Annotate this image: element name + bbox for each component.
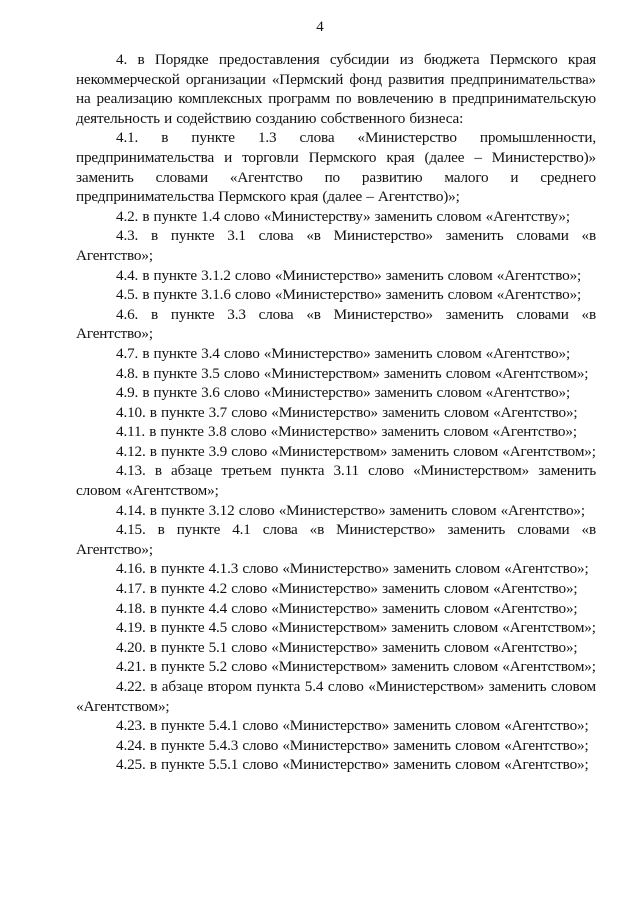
paragraph-item-4-13: 4.13. в абзаце третьем пункта 3.11 слово «Министерством» заменить словом «Агентством»; (76, 462, 596, 500)
paragraph-item-4-3: 4.3. в пункте 3.1 слова «в Министерство» заменить словами «в Агентство»; (76, 227, 596, 264)
paragraph-item-4-16: 4.16. в пункте 4.1.3 слово «Министерство» заменить словом «Агентство»; (116, 560, 589, 578)
paragraph-item-4-9: 4.9. в пункте 3.6 слово «Министерство» заменить словом «Агентство»; (116, 384, 571, 402)
paragraph-item-4-23: 4.23. в пункте 5.4.1 слово «Министерство» заменить словом «Агентство»; (116, 717, 589, 735)
paragraph-item-4-8: 4.8. в пункте 3.5 слово «Министерством» заменить словом «Агентством»; (116, 364, 589, 382)
page-number: 4 (316, 19, 324, 35)
paragraph-item-4-22: 4.22. в абзаце втором пункта 5.4 слово «Министерством» заменить словом «Агентством»; (76, 678, 596, 715)
paragraph-item-4-21: 4.21. в пункте 5.2 слово «Министерством» заменить словом «Агентством»; (116, 658, 596, 676)
paragraph-item-4-12: 4.12. в пункте 3.9 слово «Министерством» заменить словом «Агентством»; (116, 442, 596, 460)
paragraph-item-4-10: 4.10. в пункте 3.7 слово «Министерство» заменить словом «Агентство»; (116, 403, 578, 421)
paragraph-item-4-5: 4.5. в пункте 3.1.6 слово «Министерство» заменить словом «Агентство»; (116, 286, 582, 304)
paragraph-item-4-20: 4.20. в пункте 5.1 слово «Министерство» заменить словом «Агентство»; (116, 638, 578, 656)
paragraph-item-4-7: 4.7. в пункте 3.4 слово «Министерство» заменить словом «Агентство»; (116, 344, 571, 362)
paragraph-item-4-2: 4.2. в пункте 1.4 слово «Министерству» заменить словом «Агентству»; (116, 207, 570, 225)
paragraph-item-4-1: 4.1. в пункте 1.3 слова «Министерство промышленности, предпринимательства и торговли Пермского края (далее – Министерство)» заменить словами «Агентство по развитию малого и среднего предпринимательства Пермского края (далее – Агентство)»; (76, 129, 596, 206)
document-body (76, 50, 596, 775)
paragraph-item-4-6: 4.6. в пункте 3.3 слова «в Министерство» заменить словами «в Агентство»; (76, 305, 596, 343)
paragraph-item-4-24: 4.24. в пункте 5.4.3 слово «Министерство» заменить словом «Агентство»; (116, 736, 589, 754)
paragraph-item-4: 4. в Порядке предоставления субсидии из бюджета Пермского края некоммерческой организации «Пермский фонд развития предпринимательства» на реализацию комплексных программ по вовлечению в предпринимательскую деятельность и содействию созданию собственного бизнеса: (76, 51, 596, 127)
paragraph-item-4-15: 4.15. в пункте 4.1 слова «в Министерство» заменить словами «в Агентство»; (76, 521, 596, 558)
paragraph-item-4-17: 4.17. в пункте 4.2 слово «Министерство» заменить словом «Агентство»; (116, 580, 578, 598)
paragraph-item-4-11: 4.11. в пункте 3.8 слово «Министерство» заменить словом «Агентство»; (116, 423, 577, 441)
paragraph-item-4-19: 4.19. в пункте 4.5 слово «Министерством» заменить словом «Агентством»; (116, 619, 596, 637)
paragraph-item-4-4: 4.4. в пункте 3.1.2 слово «Министерство» заменить словом «Агентство»; (116, 266, 582, 284)
paragraph-item-4-14: 4.14. в пункте 3.12 слово «Министерство» заменить словом «Агентство»; (116, 501, 585, 519)
paragraph-item-4-25: 4.25. в пункте 5.5.1 слово «Министерство» заменить словом «Агентство»; (116, 756, 589, 774)
paragraph-item-4-18: 4.18. в пункте 4.4 слово «Министерство» заменить словом «Агентство»; (116, 599, 578, 617)
